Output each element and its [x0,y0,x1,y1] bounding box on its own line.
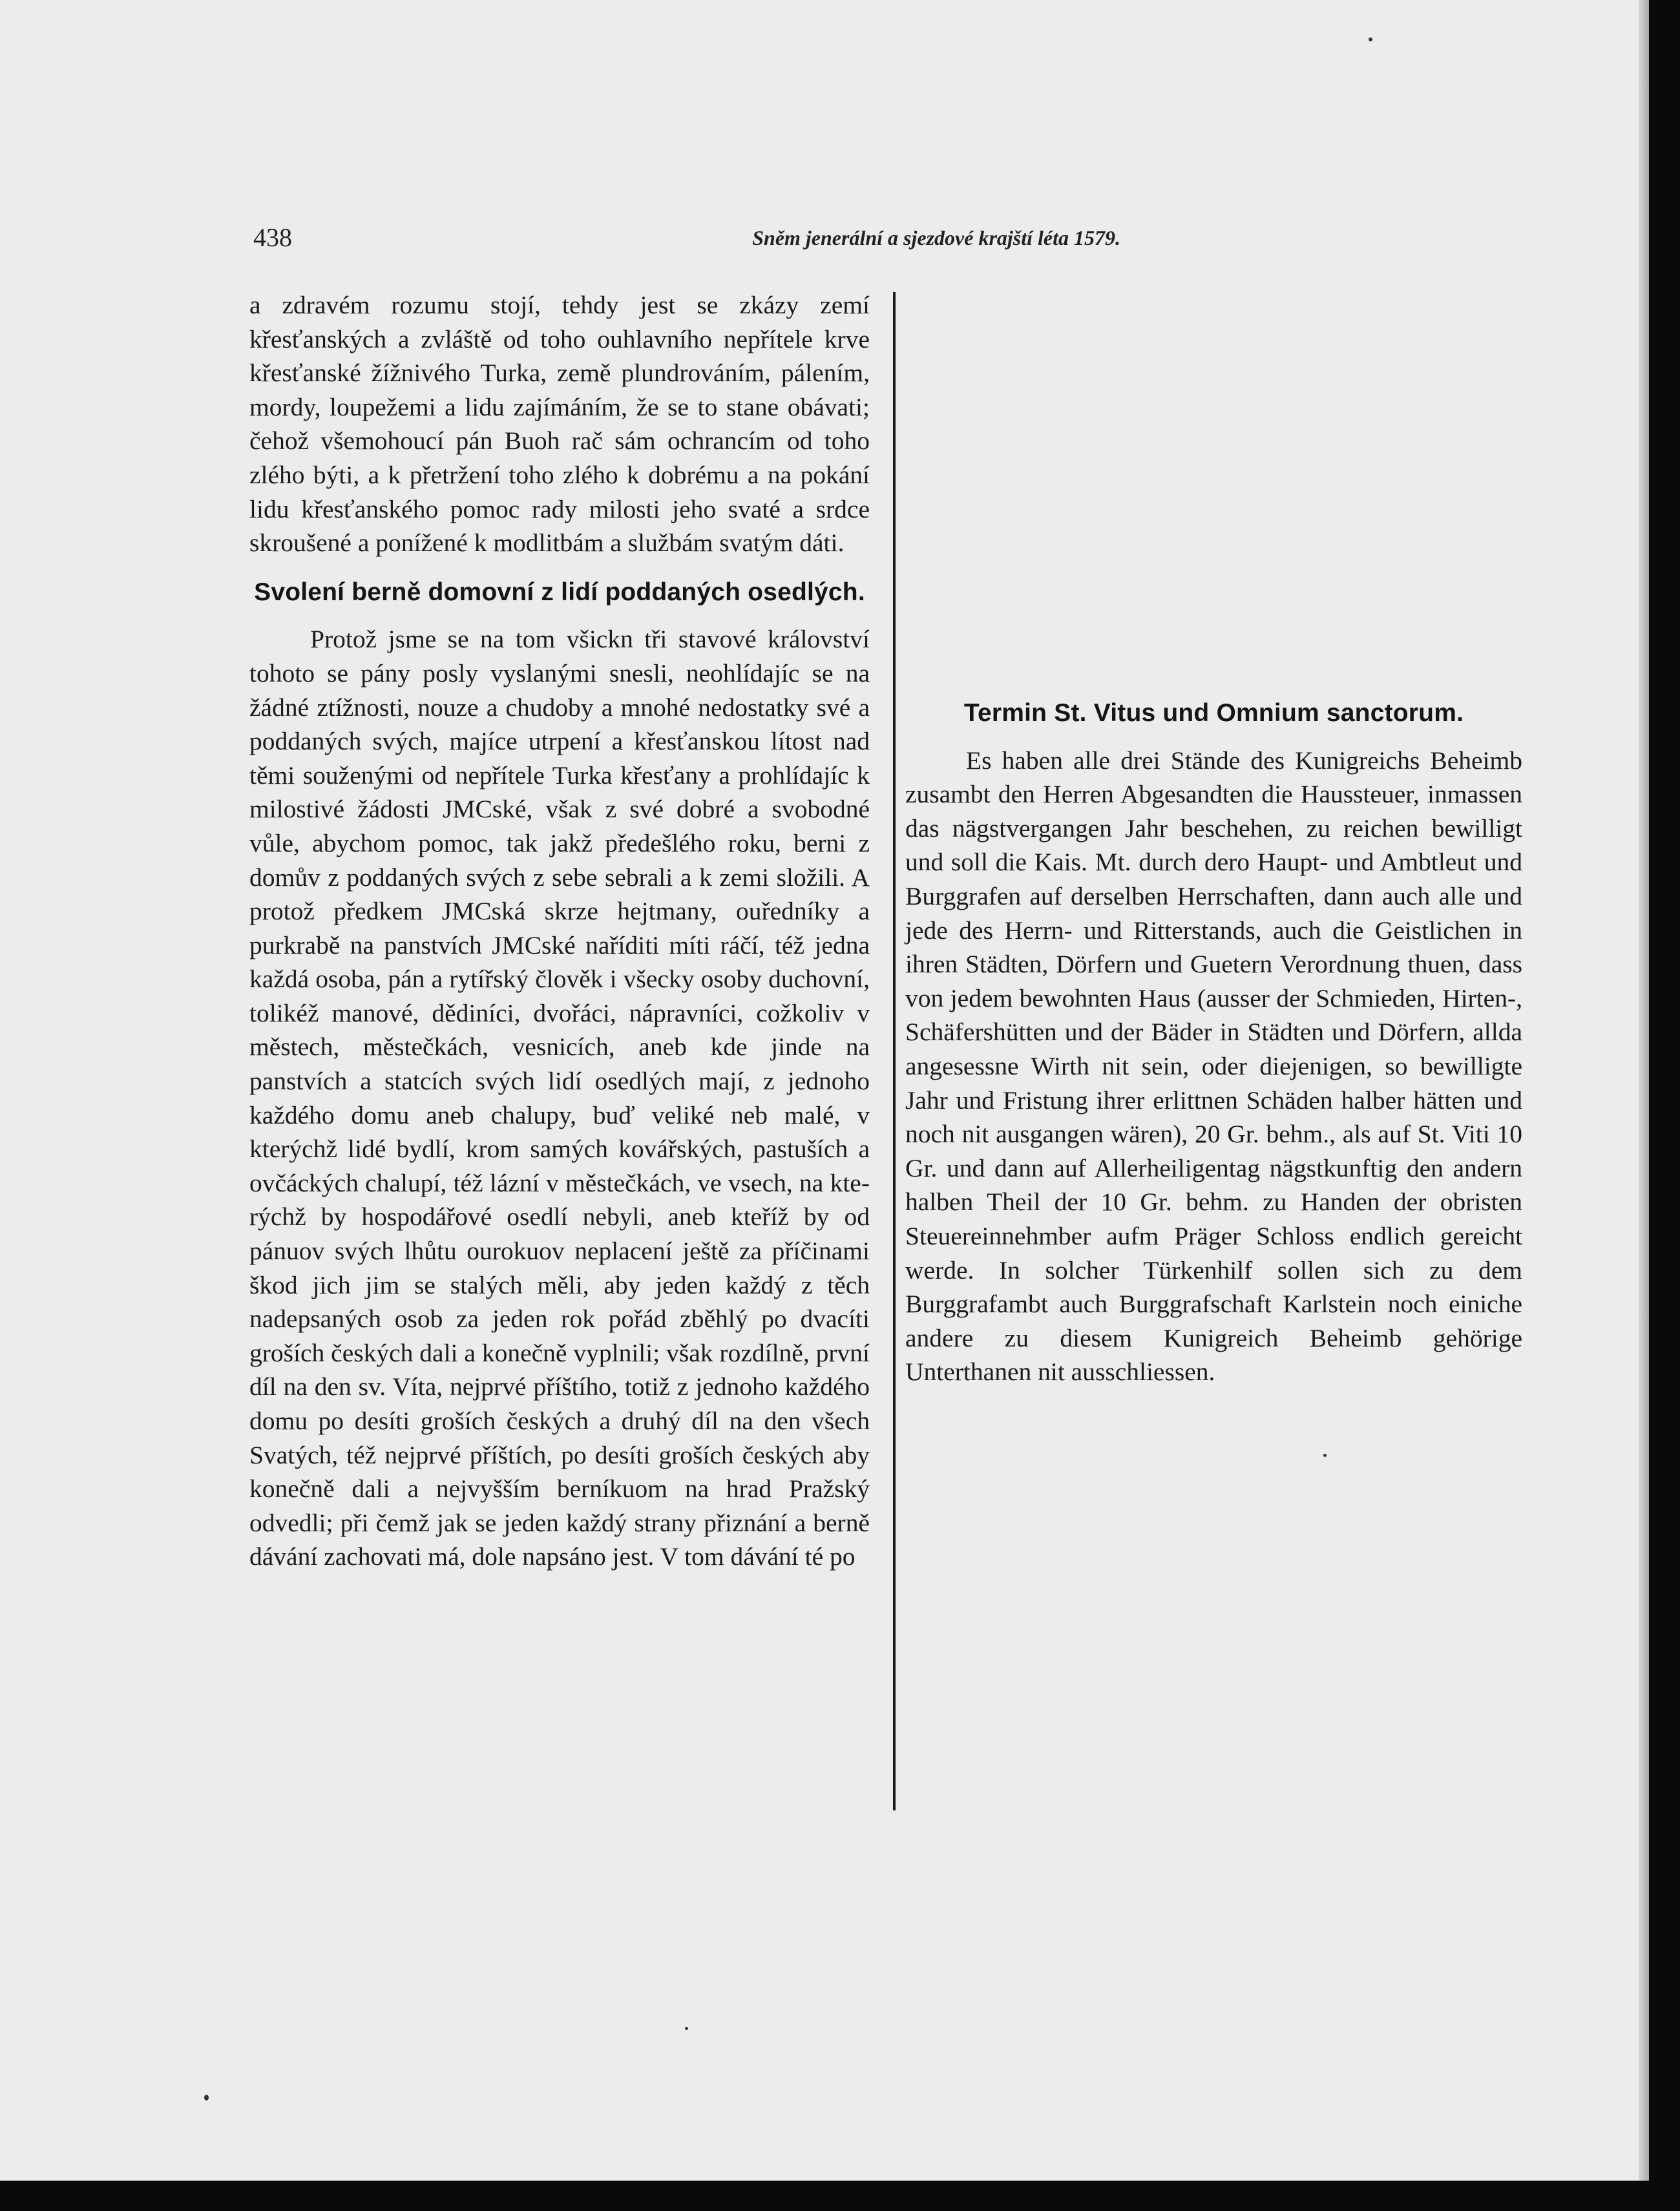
scan-speck [685,2027,688,2030]
page-number: 438 [253,223,292,252]
german-paragraph-1: Es haben alle drei Stände des Kunigreichs Beheimb zusambt den Herren Abgesandten die Haussteuer, inmassen das nägstvergangen Jahr beschehen, zu reichen bewilligt und soll die Kais. Mt. durch dero Haupt- und Ambtleut und Burggrafen auf derselben Herrschaften, dann auch alle und jede des Herrn- und Ritterstands, auch die Geistlichen in ihren Städten, Dörfern und Guetern Verordnung thuen, dass von jedem bewohnten Haus (ausser der Schmieden, Hirten-, Schäfershütten und der Bäder in Städten und Dörfern, allda angesessne Wirth nit sein, oder diejenigen, so bewilligte Jahr und Fristung ihrer erlittnen Schäden halber hätten und noch nit ausgangen wären), 20 Gr. behm., als auf St. Viti 10 Gr. und dann auf Allerheiligentag nägstkunftig den andern halben Theil der 10 Gr. behm. zu Handen der obristen Steuereinnehmber aufm Präger Schloss endlich gereicht werde. In solcher Türkenhilf sollen sich zu dem Burggrafambt auch Burggrafschaft Karlstein noch einiche andere zu diesem Kunigreich Beheimb gehörige Unterthanen nit ausschliessen. [905,746,1522,1387]
column-divider [893,292,896,1810]
left-column-czech [249,288,870,1574]
scan-speck [1369,37,1372,41]
running-title: Sněm jenerální a sjezdové krajští léta 1579. [752,226,1120,249]
german-section-heading: Termin St. Vitus und Omnium sanctorum. [963,699,1464,727]
czech-paragraph-2: Protož jsme se na tom všickn tři stavové království tohoto se pány posly vyslanými snesli, neohlídajíc se na žádné ztížnosti, nouze a chudoby a mnohé nedostatky své a poddaných svých, majíce utrpení a křesťanskou lítost nad těmi souženými od nepřítele Turka křesťany a prohlídajíc k milostivé žádosti JMCské, však z své dobré a svobodné vůle, abychom pomoc, tak jakž předešlého roku, berni z domův z poddaných svých z sebe sebrali a k zemi složili. A protož předkem JMCská skrze hejtmany, ouředníky a purkrabě na panstvích JMCské naříditi míti ráčí, též jedna každá osoba, pán a rytířský člověk i všecky osoby duchovní, tolikéž manové, dědiníci, dvořáci, nápravníci, cožkoliv v městech, městečkách, vesnicích, aneb kde jinde na panstvích a statcích svých lidí osedlých mají, z jednoho každého domu aneb chalupy, buď veliké neb malé, v kterýchž lidé bydlí, krom samých kovářských, pastuších a ovčáckých chalupí, též lázní v městečkách, ve vsech, na kterýchž by hospodářové osedlí nebyli, aneb kteříž by od pánuov svých lhůtu ourokuov neplacení ještě za příčinami škod jich jim se stalých měli, aby jeden každý z těch nadepsaných osob za jeden rok pořád zběhlý po dvacíti groších českých dali a konečně vyplnili; však rozdílně, první díl na den sv. Víta, nejprvé příštího, totiž z jednoho každého domu po desíti groších českých a druhý díl na den všech Svatých, též nejprvé příštích, po desíti groších českých aby konečně dali a nejvyšším berníkuom na hrad Pražský odvedli; při čemž jak se jeden každý strany přiznání a berně dávání zachovati má, dole napsáno jest. V tom dávání té po [249,625,870,1571]
scan-speck [1323,1454,1327,1457]
right-column-german [905,697,1522,1389]
running-head [253,222,1120,254]
page-edge-shadow [1639,0,1649,2181]
czech-paragraph-1: a zdravém rozumu stojí, tehdy jest se zkázy zemí křesťanských a zvláště od toho ouhlavního nepřítele krve křesťanské žížnivého Turka, země plundrováním, pálením, mordy, loupežemi a lidu zajímáním, že se to stane obávati; čehož všemohoucí pán Buoh rač sám ochrancím od toho zlého býti, a k přetržení toho zlého k dobrému a na pokání lidu křesťanského pomoc rady milosti jeho svaté a srdce skroušené a ponížené k modlitbám a službám svatým dáti. [249,291,870,558]
scan-speck [204,2095,209,2101]
czech-section-heading: Svolení berně domovní z lidí poddaných osedlých. [254,578,865,606]
